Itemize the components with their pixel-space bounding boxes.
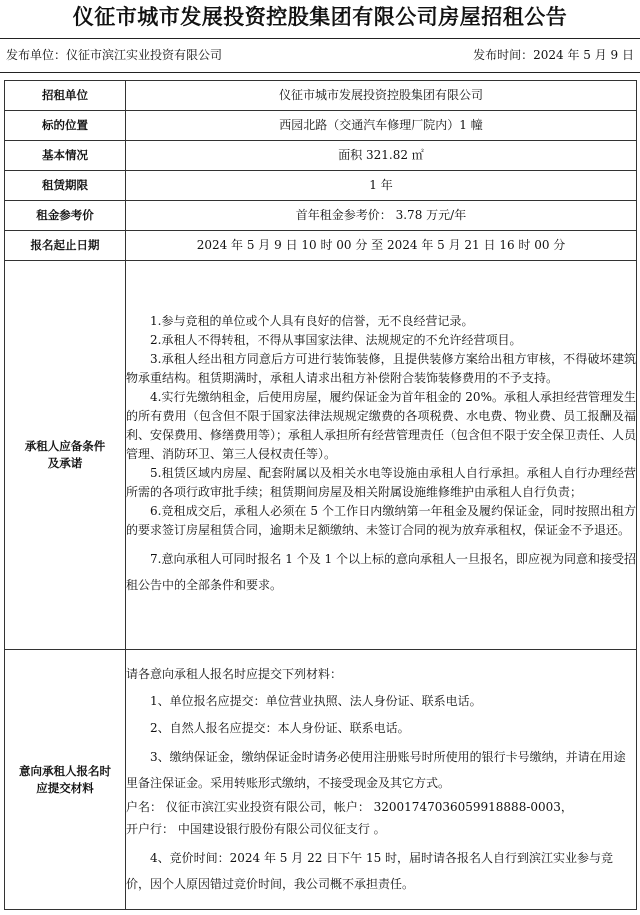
label-conditions-line2: 及承诺 xyxy=(47,456,83,470)
label-conditions xyxy=(5,261,126,650)
notice-table xyxy=(4,80,637,910)
label-rent: 租金参考价 xyxy=(5,201,126,231)
materials-intro: 请各意向承租人报名时应提交下列材料： xyxy=(126,666,343,681)
row-rent xyxy=(5,201,637,231)
row-conditions xyxy=(5,261,637,650)
notice-title: 仪征市城市发展投资控股集团有限公司房屋招租公告 xyxy=(72,5,568,29)
title-divider xyxy=(0,38,640,39)
condition-item-7: 7.意向承租人可同时报名 1 个及 1 个以上标的意向承租人一旦报名，即应视为同意和接受招租公告中的全部条件和要求。 xyxy=(126,552,636,592)
row-dates xyxy=(5,231,637,261)
row-location xyxy=(5,111,637,141)
value-basic: 面积 321.82 ㎡ xyxy=(126,141,637,171)
condition-item-1: 1.参与竞租的单位或个人具有良好的信誉，无不良经营记录。 xyxy=(150,314,474,328)
materials-account-name: 户名： 仪征市滨江实业投资有限公司，帐户： 32001747036059918888-0003， xyxy=(126,799,573,814)
conditions-content xyxy=(126,261,637,650)
label-materials-line2: 应提交材料 xyxy=(36,780,94,795)
label-basic: 基本情况 xyxy=(5,141,126,171)
label-materials-line1: 意向承租人报名时 xyxy=(19,763,111,778)
label-materials xyxy=(5,650,126,910)
value-location: 西园北路（交通汽车修理厂院内）1 幢 xyxy=(126,111,637,141)
materials-item-4: 4、竞价时间：2024 年 5 月 22 日下午 15 时，届时请各报名人自行到滨江实业参与竞价，因个人原因错过竞价时间，我公司概不承担责任。 xyxy=(126,850,614,891)
materials-content xyxy=(126,650,637,910)
condition-item-5: 5.租赁区域内房屋、配套附属以及相关水电等设施由承租人自行承担。承租人自行办理经营所需的各项行政审批手续；租赁期间房屋及相关附属设施维修维护由承租人自行负责； xyxy=(126,466,636,499)
publish-time-text: 发布时间：2024 年 5 月 9 日 xyxy=(473,48,634,62)
materials-bank: 开户行： 中国建设银行股份有限公司仪征支行 。 xyxy=(126,821,386,836)
condition-item-6: 6.竞租成交后，承租人必须在 5 个工作日内缴纳第一年租金及履约保证金，同时按照出租方的要求签订房屋租赁合同，逾期未足额缴纳、未签订合同的视为放弃承租权，保证金不予退还。 xyxy=(126,504,636,537)
materials-item-3: 3、缴纳保证金，缴纳保证金时请务必使用注册账号时所使用的银行卡号缴纳，并请在用途里备注保证金。采用转账形式缴纳，不接受现金及其它方式。 xyxy=(126,749,626,790)
row-materials xyxy=(5,650,637,910)
value-dates: 2024 年 5 月 9 日 10 时 00 分 至 2024 年 5 月 21 日 16 时 00 分 xyxy=(126,231,637,261)
condition-item-3: 3.承租人经出租方同意后方可进行装饰装修，且提供装修方案给出租方审核，不得破坏建筑物承重结构。租赁期满时，承租人请求出租方补偿附合装饰装修费用的不予支持。 xyxy=(126,352,636,385)
value-unit: 仪征市城市发展投资控股集团有限公司 xyxy=(126,81,637,111)
label-location: 标的位置 xyxy=(5,111,126,141)
row-basic xyxy=(5,141,637,171)
label-dates: 报名起止日期 xyxy=(5,231,126,261)
row-term xyxy=(5,171,637,201)
publisher-text: 发布单位：仪征市滨江实业投资有限公司 xyxy=(6,48,223,62)
condition-item-2: 2.承租人不得转租，不得从事国家法律、法规规定的不允许经营项目。 xyxy=(150,333,522,347)
label-unit: 招租单位 xyxy=(5,81,126,111)
label-conditions-line1: 承租人应备条件 xyxy=(24,439,106,453)
label-term: 租赁期限 xyxy=(5,171,126,201)
materials-item-1: 1、单位报名应提交：单位营业执照、法人身份证、联系电话。 xyxy=(150,693,482,708)
materials-item-2: 2、自然人报名应提交：本人身份证、联系电话。 xyxy=(150,720,410,735)
row-unit xyxy=(5,81,637,111)
condition-item-4: 4.实行先缴纳租金，后使用房屋，履约保证金为首年租金的 20%。承租人承担经营管理发生的所有费用（包含但不限于国家法律法规规定缴费的各项税费、水电费、物业费、员工报酬及福利、安保费用、修缮费用等）；承租人承担所有经营管理责任（包含但不限于安全保卫责任、人员管理、消防环卫、第三人侵权责任等）。 xyxy=(126,390,637,461)
value-term: 1 年 xyxy=(126,171,637,201)
header-divider xyxy=(0,72,640,73)
value-rent: 首年租金参考价： 3.78 万元/年 xyxy=(126,201,637,231)
